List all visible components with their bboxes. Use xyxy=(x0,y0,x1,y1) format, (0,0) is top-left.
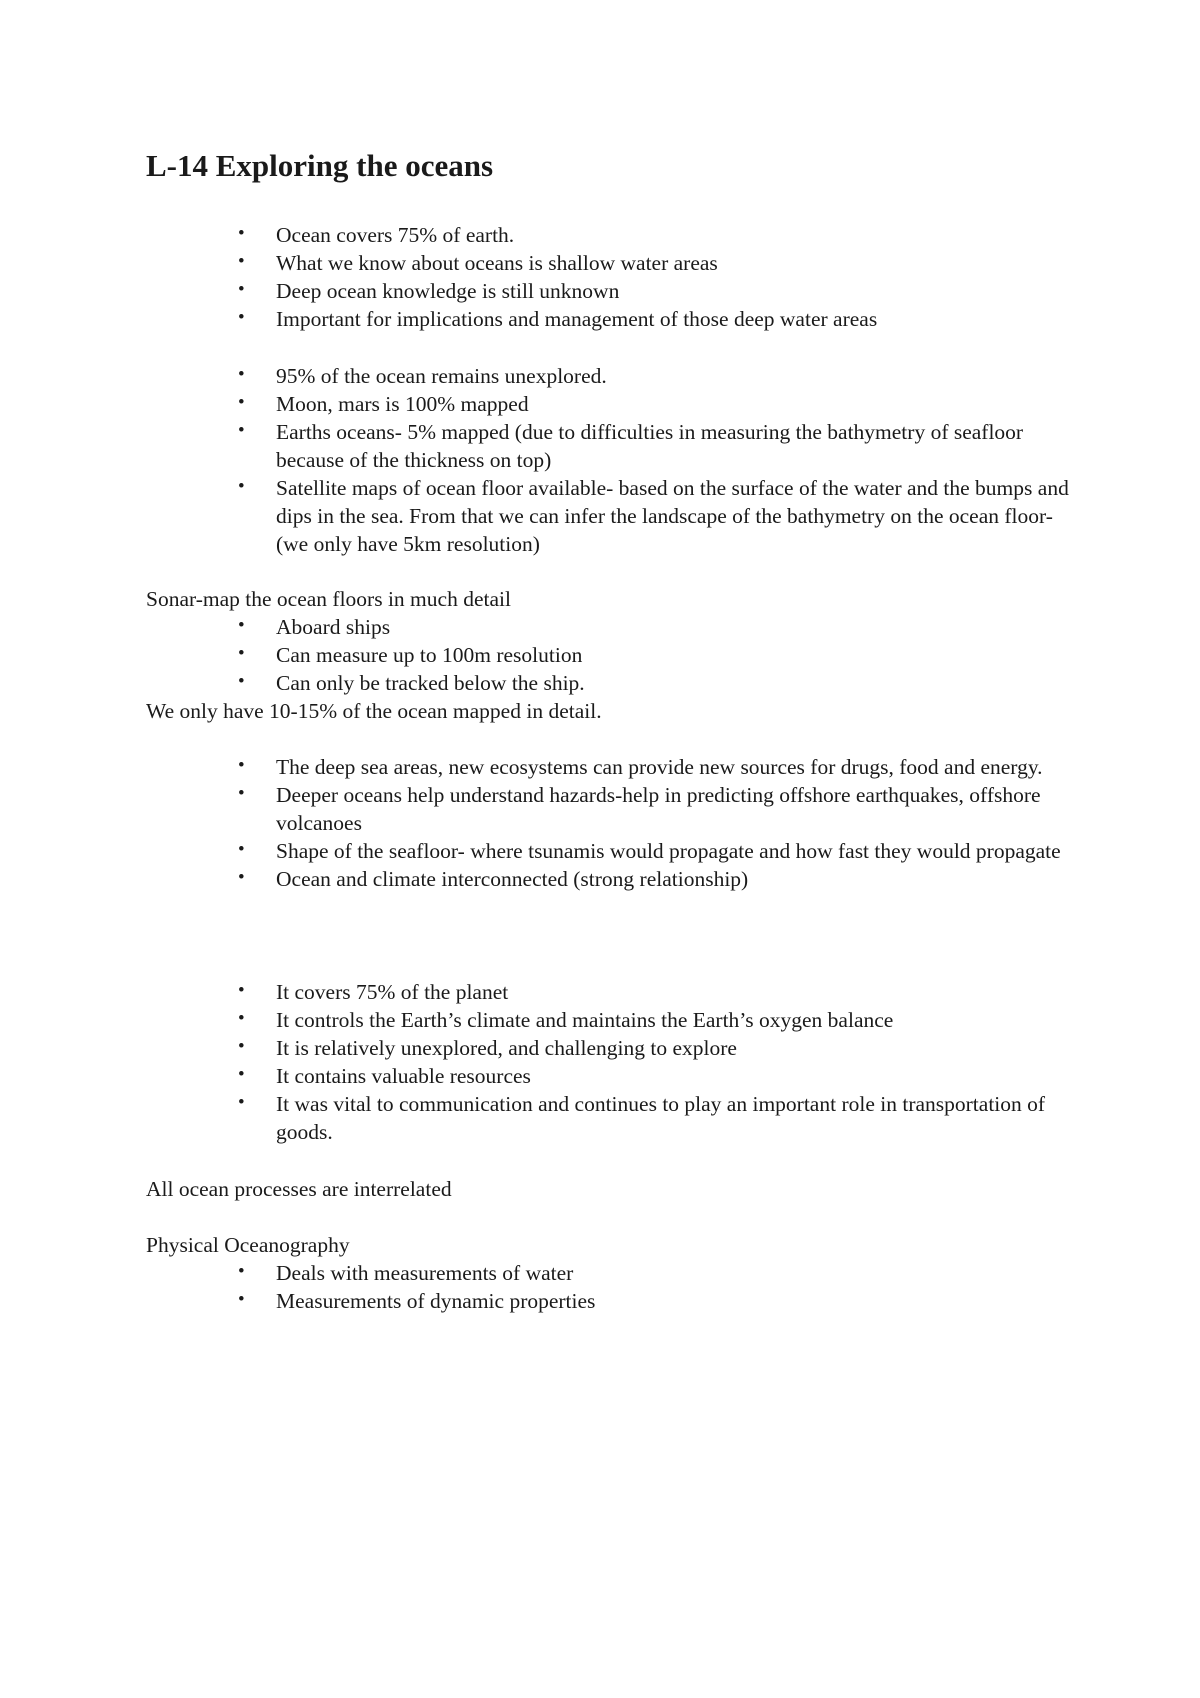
list-item xyxy=(0,249,1076,277)
bullet-icon: • xyxy=(238,279,245,300)
bullet-icon: • xyxy=(238,1036,245,1057)
bullet-icon: • xyxy=(238,839,245,860)
list-item xyxy=(0,418,1076,474)
list-item-text: Aboard ships xyxy=(276,615,391,639)
bullet-icon: • xyxy=(238,1064,245,1085)
list-item-text: The deep sea areas, new ecosystems can provide new sources for drugs, food and energy. xyxy=(276,755,1043,779)
bullet-list-deep-sea xyxy=(0,753,1076,893)
list-item-text: Shape of the seafloor- where tsunamis would propagate and how fast they would propagate xyxy=(276,839,1061,863)
list-item xyxy=(0,669,1076,697)
list-item xyxy=(0,837,1076,865)
bullet-list-mapping xyxy=(0,362,1076,558)
list-item-text: Measurements of dynamic properties xyxy=(276,1289,596,1313)
list-item xyxy=(0,1090,1076,1146)
bullet-list-sonar xyxy=(0,613,1076,697)
list-item xyxy=(0,1259,1076,1287)
bullet-icon: • xyxy=(238,643,245,664)
list-item-text: It controls the Earth’s climate and maintains the Earth’s oxygen balance xyxy=(276,1008,894,1032)
bullet-icon: • xyxy=(238,755,245,776)
bullet-icon: • xyxy=(238,392,245,413)
list-item xyxy=(0,277,1076,305)
list-item-text: It is relatively unexplored, and challenging to explore xyxy=(276,1036,737,1060)
bullet-icon: • xyxy=(238,223,245,244)
bullet-icon: • xyxy=(238,671,245,692)
list-item-text: Can measure up to 100m resolution xyxy=(276,643,583,667)
bullet-icon: • xyxy=(238,364,245,385)
list-item xyxy=(0,753,1076,781)
bullet-list-ocean-facts xyxy=(0,221,1076,333)
list-item-text: Deeper oceans help understand hazards-help in predicting offshore earthquakes, offshore volcanoes xyxy=(276,783,1041,835)
list-item-text: Deals with measurements of water xyxy=(276,1261,574,1285)
list-item-text: Can only be tracked below the ship. xyxy=(276,671,585,695)
list-item xyxy=(0,1287,1076,1315)
bullet-icon: • xyxy=(238,783,245,804)
list-item-text: It contains valuable resources xyxy=(276,1064,531,1088)
list-item-text: Moon, mars is 100% mapped xyxy=(276,392,529,416)
page-title: L-14 Exploring the oceans xyxy=(146,148,494,183)
bullet-icon: • xyxy=(238,1008,245,1029)
list-item-text: It covers 75% of the planet xyxy=(276,980,509,1004)
list-item xyxy=(0,641,1076,669)
list-item-text: Ocean and climate interconnected (strong relationship) xyxy=(276,867,749,891)
list-item xyxy=(0,613,1076,641)
list-item-text: Earths oceans- 5% mapped (due to difficulties in measuring the bathymetry of seafloor because of the thickness on top) xyxy=(276,420,1024,472)
list-item xyxy=(0,474,1076,558)
list-item xyxy=(0,781,1076,837)
list-item-text: Important for implications and management of those deep water areas xyxy=(276,307,878,331)
physical-oceanography-heading: Physical Oceanography xyxy=(146,1233,350,1257)
bullet-icon: • xyxy=(238,476,245,497)
bullet-icon: • xyxy=(238,420,245,441)
list-item-text: What we know about oceans is shallow water areas xyxy=(276,251,718,275)
bullet-icon: • xyxy=(238,980,245,1001)
bullet-icon: • xyxy=(238,307,245,328)
bullet-icon: • xyxy=(238,1092,245,1113)
list-item xyxy=(0,1062,1076,1090)
list-item xyxy=(0,978,1076,1006)
list-item xyxy=(0,865,1076,893)
bullet-list-physical-oceanography xyxy=(0,1259,1076,1315)
list-item xyxy=(0,305,1076,333)
list-item-text: It was vital to communication and continues to play an important role in transportation of goods. xyxy=(276,1092,1046,1144)
bullet-icon: • xyxy=(238,867,245,888)
list-item xyxy=(0,390,1076,418)
list-item xyxy=(0,1034,1076,1062)
list-item-text: Deep ocean knowledge is still unknown xyxy=(276,279,620,303)
bullet-icon: • xyxy=(238,615,245,636)
bullet-icon: • xyxy=(238,1261,245,1282)
mapped-note: We only have 10-15% of the ocean mapped in detail. xyxy=(146,699,602,723)
bullet-list-importance xyxy=(0,978,1076,1146)
list-item-text: 95% of the ocean remains unexplored. xyxy=(276,364,607,388)
list-item xyxy=(0,1006,1076,1034)
list-item xyxy=(0,362,1076,390)
sonar-heading: Sonar-map the ocean floors in much detail xyxy=(146,587,511,611)
interrelated-note: All ocean processes are interrelated xyxy=(146,1177,452,1201)
list-item xyxy=(0,221,1076,249)
list-item-text: Satellite maps of ocean floor available- based on the surface of the water and the bumps and dips in the sea. From that we can infer the landscape of the bathymetry on the ocean floor-(we only have 5km resolution) xyxy=(276,476,1069,556)
list-item-text: Ocean covers 75% of earth. xyxy=(276,223,515,247)
bullet-icon: • xyxy=(238,1289,245,1310)
bullet-icon: • xyxy=(238,251,245,272)
